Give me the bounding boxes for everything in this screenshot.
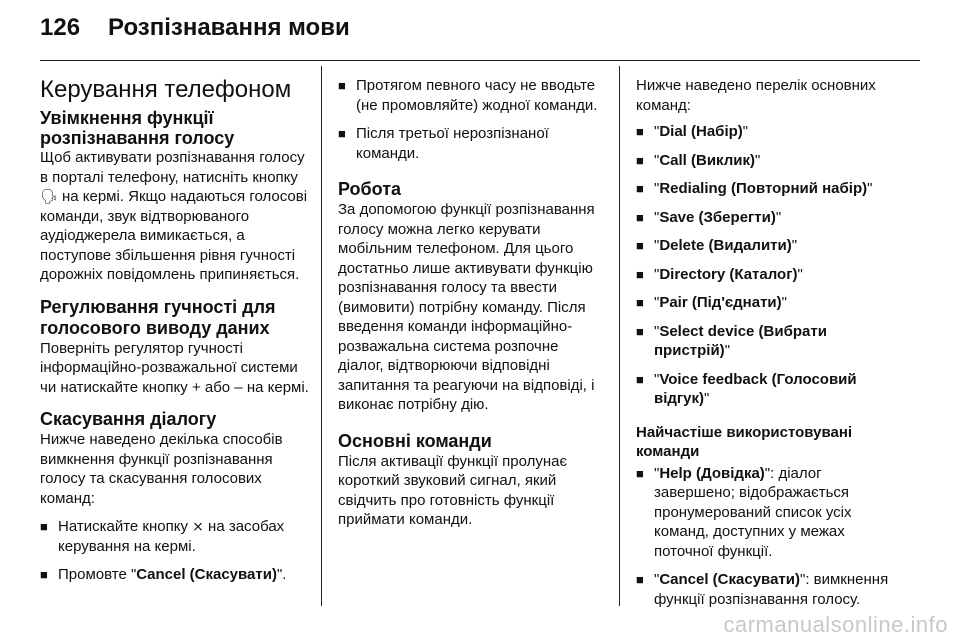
column-divider	[321, 66, 322, 606]
command-item: ■ "Delete (Видалити)"	[636, 237, 798, 254]
section-heading: Робота	[338, 179, 402, 199]
command-item: ■ "Voice feedback (Голосовий відгук)"	[636, 370, 857, 407]
command-item: ■ "Call (Виклик)"	[636, 151, 761, 169]
column-1	[40, 76, 310, 585]
section-body: Нижче наведено перелік основних команд:	[636, 77, 876, 114]
bullet-list	[40, 517, 310, 585]
column-divider	[619, 66, 620, 606]
page-number: 126	[40, 14, 81, 41]
list-item: ■ Після третьої нерозпізнаної команди.	[338, 125, 549, 162]
section-heading: Найчастіше використовувані команди	[636, 423, 853, 460]
command-item: ■ "Redialing (Повторний набір)"	[636, 180, 873, 197]
header-rule	[40, 60, 920, 61]
command-list	[636, 122, 906, 409]
command-item: ■ "Dial (Набір)"	[636, 123, 749, 140]
bullet-list	[338, 76, 606, 163]
section-heading: Основні команди	[338, 430, 492, 451]
command-item: ■ "Save (Зберегти)"	[636, 208, 782, 226]
section-body: Поверніть регулятор гучності інформаційно-розважальної системи чи натискайте кнопку + або – на кермі.	[40, 339, 309, 396]
list-item: ■ Протягом певного часу не вводьте (не промовляйте) жодної команди.	[338, 77, 598, 114]
page-title: Керування телефоном	[40, 76, 292, 103]
section-body: За допомогою функції розпізнавання голосу можна легко керувати мобільним телефоном. Для цього достатньо лише активувати функцію розпізнавання голосу та ввести (вимовити) потрібну команду. Після введення команди інформаційно-розважальна система розпочне діалог, відтворюючи відповідні запитання та реагуючи на відповіді, і виконає потрібну дію.	[338, 201, 595, 413]
column-3	[636, 76, 906, 609]
running-title: Розпізнавання мови	[108, 14, 350, 41]
section-heading: Регулювання гучності для голосового виводу даних	[40, 296, 276, 338]
section-body: Після активації функції пролунає короткий звуковий сигнал, який свідчить про готовність функції приймати команди.	[338, 452, 568, 528]
page-header	[40, 14, 920, 50]
watermark: carmanualsonline.info	[723, 612, 948, 637]
section-heading: Скасування діалогу	[40, 409, 217, 429]
list-item: ■ "Help (Довідка)": діалог завершено; відображається пронумерований список усіх команд, доступних у межах поточної функції.	[636, 464, 852, 560]
command-item: ■ "Pair (Під'єднати)"	[636, 294, 787, 311]
command-item: ■ "Select device (Вибрати пристрій)"	[636, 322, 827, 359]
voice-icon: 🗣︎	[40, 188, 58, 204]
column-2	[338, 76, 606, 530]
section-heading: Увімкнення функції розпізнавання голосу	[40, 108, 235, 148]
list-item: ■ Натискайте кнопку ⨯ на засобах керування на кермі.	[40, 518, 285, 555]
section-body: Нижче наведено декілька способів вимкнення функції розпізнавання голосу та скасування голосових команд:	[40, 431, 283, 507]
list-item: ■ "Cancel (Скасувати)": вимкнення функції розпізнавання голосу.	[636, 571, 889, 608]
bullet-list	[636, 464, 906, 610]
command-item: ■ "Directory (Каталог)"	[636, 265, 803, 283]
mute-voice-icon: ⨯	[192, 518, 204, 534]
section-body: Щоб активувати розпізнавання голосу в порталі телефону, натисніть кнопку 🗣︎ на кермі. Якщо надаються голосові команди, звук відтворюваного аудіоджерела вимикається, а поступове збільшення рівня гучності дорожніх повідомлень припиняється.	[40, 149, 308, 283]
list-item: ■ Промовте "Cancel (Скасувати)".	[40, 566, 287, 583]
